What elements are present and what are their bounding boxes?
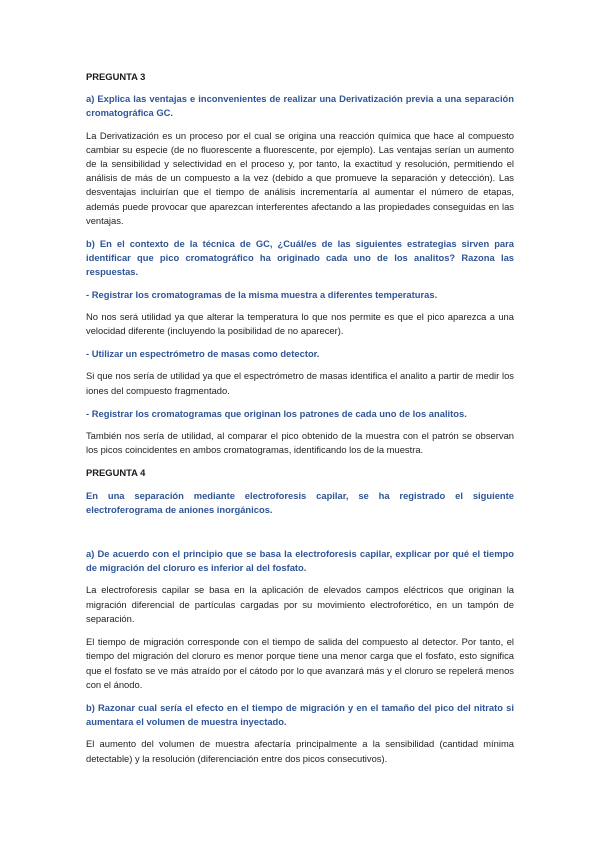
pregunta-4-question-a: a) De acuerdo con el principio que se basa la electroforesis capilar, explicar por qué el tiempo de migración del cloruro es inferior al del fosfato. [86, 548, 514, 574]
pregunta-3-answer-2: Si que nos sería de utilidad ya que el espectrómetro de masas identifica el analito a partir de medir los iones del compuesto fragmentado. [86, 370, 514, 396]
pregunta-3-option-3: - Registrar los cromatogramas que originan los patrones de cada uno de los analitos. [86, 407, 467, 419]
pregunta-3-answer-3: También nos sería de utilidad, al comparar el pico obtenido de la muestra con el patrón se observan los picos coincidentes en ambos cromatogramas, identificando los de la muestra. [86, 430, 514, 456]
pregunta-3-answer-1: No nos será utilidad ya que alterar la temperatura lo que nos permite es que el pico aparezca a una velocidad diferente (incluyendo la posibilidad de no aparecer). [86, 310, 514, 337]
pregunta-4-answer-b: El aumento del volumen de muestra afectaría principalmente a la sensibilidad (cantidad mínima detectable) y la resolución (diferenciación entre dos picos consecutivos). [86, 738, 514, 764]
pregunta-3-option-1: - Registrar los cromatogramas de la misma muestra a diferentes temperaturas. [86, 288, 438, 300]
pregunta-4-intro: En una separación mediante electroforesis capilar, se ha registrado el siguiente electroferograma de aniones inorgánicos. [86, 489, 514, 515]
spacer [86, 525, 514, 547]
document-content [86, 70, 514, 775]
pregunta-3-question-b: b) En el contexto de la técnica de GC, ¿Cuál/es de las siguientes estrategias sirven para identificar que pico cromatográfico ha originado cada uno de los analitos? Razona las respuestas. [86, 238, 514, 278]
pregunta-3-question-a: a) Explica las ventajas e inconvenientes de realizar una Derivatización previa a una separación cromatográfica GC. [86, 93, 514, 119]
pregunta-4-question-b: b) Razonar cual sería el efecto en el tiempo de migración y en el tamaño del pico del nitrato si aumentara el volumen de muestra inyectado. [86, 701, 514, 728]
pregunta-3-title: PREGUNTA 3 [86, 71, 146, 82]
pregunta-3-answer-a: La Derivatización es un proceso por el cual se origina una reacción química que hace al compuesto cambiar su especie (de no fluorescente a fluorescente, por ejemplo). Las ventajas serían un aumento de la sensibilidad y selectividad en el proceso y, por tanto, la exactitud y resolución, permitiendo el análisis de más de un compuesto a la vez (debido a que promueve la separación y detección). Las desventajas incluirían que el tiempo de análisis incrementaría al aumentar el número de etapas, además puede provocar que aparezcan interferentes afectando a las propiedades conseguidas en las ventajas. [86, 129, 514, 226]
pregunta-4-answer-a-2: El tiempo de migración corresponde con el tiempo de salida del compuesto al detector. Por tanto, el tiempo del migración del cloruro es menor porque tiene una menor carga que el fosfato, esto significa que el fosfato se ve más atraído por el cátodo por lo que avanzará más y el cloruro se repelerá menos con el ánodo. [86, 636, 514, 690]
pregunta-4-answer-a-1: La electroforesis capilar se basa en la aplicación de elevados campos eléctricos que originan la migración diferencial de partículas cargadas por su movimiento electroforético, en un tampón de separación. [86, 584, 514, 624]
pregunta-4-title: PREGUNTA 4 [86, 467, 146, 479]
pregunta-3-option-2: - Utilizar un espectrómetro de masas como detector. [86, 348, 320, 360]
